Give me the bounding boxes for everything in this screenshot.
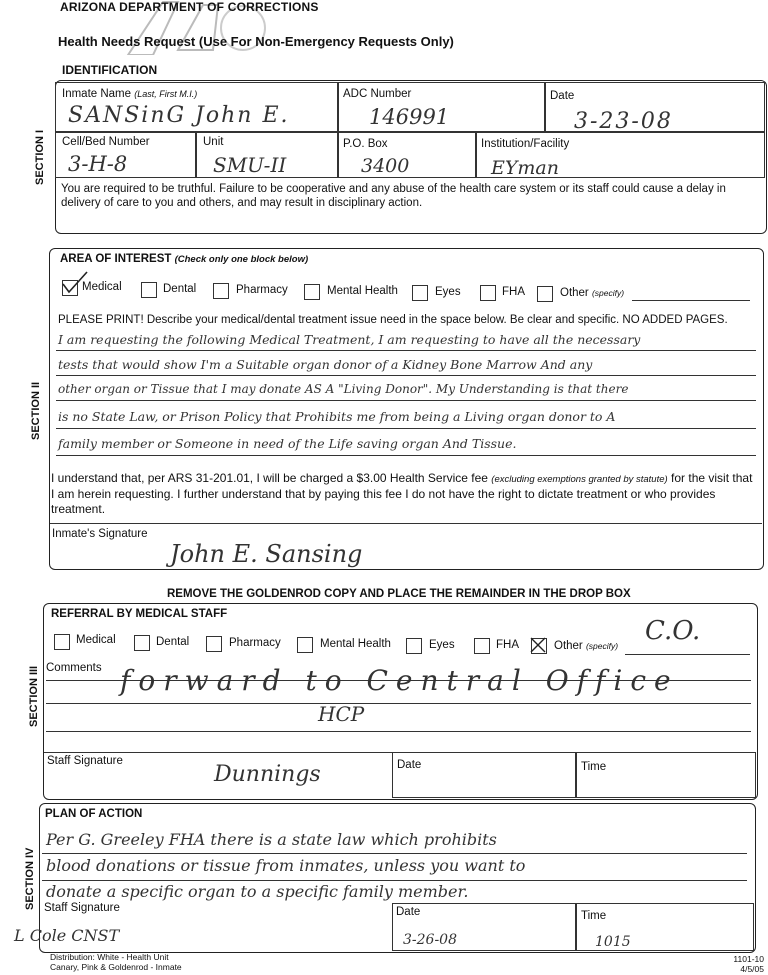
s3-eyes-label: Eyes bbox=[429, 639, 455, 651]
institution-cell bbox=[476, 132, 765, 178]
distribution-line-2: Canary, Pink & Goldenrod - Inmate bbox=[50, 962, 182, 972]
s2-eyes-checkbox[interactable] bbox=[412, 285, 428, 301]
pobox-value[interactable]: 3400 bbox=[361, 155, 410, 177]
s2-mental-health-checkbox[interactable] bbox=[304, 284, 320, 300]
unit-label: Unit bbox=[203, 136, 224, 148]
form-title: Health Needs Request (Use For Non-Emergency Requests Only) bbox=[58, 34, 454, 49]
fee-text-hint: (excluding exemptions granted by statute) bbox=[491, 474, 668, 485]
s3-time-label: Time bbox=[581, 761, 607, 773]
s4-time-label: Time bbox=[581, 910, 607, 922]
adc-number-value[interactable]: 146991 bbox=[369, 105, 450, 129]
plan-line-2[interactable]: blood donations or tissue from inmates, unless you want to bbox=[46, 856, 526, 875]
s3-pharmacy-label: Pharmacy bbox=[229, 637, 281, 649]
s2-medical-label: Medical bbox=[82, 281, 122, 293]
s3-mental-health-label: Mental Health bbox=[320, 638, 391, 650]
cell-bed-label: Cell/Bed Number bbox=[62, 136, 150, 148]
s3-other-value[interactable]: C.O. bbox=[645, 616, 701, 646]
inmate-name-label: Inmate Name bbox=[62, 88, 132, 100]
institution-value[interactable]: EYman bbox=[491, 157, 559, 179]
s3-date-label: Date bbox=[397, 759, 422, 771]
pobox-cell bbox=[338, 132, 476, 178]
adc-number-label: ADC Number bbox=[343, 88, 412, 100]
form-revision-date: 4/5/05 bbox=[740, 964, 764, 974]
section-iv-label: SECTION IV bbox=[24, 847, 36, 910]
institution-label: Institution/Facility bbox=[481, 138, 570, 150]
section-ii-label: SECTION II bbox=[30, 381, 42, 440]
comments-label: Comments bbox=[46, 662, 102, 674]
s2-fha-checkbox[interactable] bbox=[480, 285, 496, 301]
s4-date-label: Date bbox=[396, 906, 421, 918]
area-of-interest-label: AREA OF INTEREST bbox=[60, 253, 172, 265]
comment-line-1[interactable]: forward to Central Office bbox=[120, 664, 679, 697]
truthfulness-notice: You are required to be truthful. Failure to be cooperative and any abuse of the health care system or its staff could cause a delay in delivery of care to you and others, and may result in disciplinary action. bbox=[61, 183, 726, 209]
inmate-name-hint: (Last, First M.I.) bbox=[134, 89, 198, 99]
inmate-name-value[interactable]: SANSinG John E. bbox=[68, 103, 290, 128]
cell-bed-value[interactable]: 3-H-8 bbox=[68, 152, 128, 176]
s3-other-hint: (specify) bbox=[585, 641, 619, 651]
s3-fha-label: FHA bbox=[496, 639, 519, 651]
adc-number-cell bbox=[338, 82, 545, 132]
area-of-interest-hint: (Check only one block below) bbox=[174, 254, 309, 265]
fee-text-b: for the visit that I am herein requesting. I further understand that by paying this fee I do not have the right to dictate treatment or who provides treatment. bbox=[51, 471, 753, 516]
s3-other-label: Other bbox=[554, 640, 583, 652]
request-line-3[interactable]: other organ or Tissue that I may donate AS A "Living Donor". My Understanding is that there bbox=[58, 382, 629, 396]
date-cell bbox=[545, 82, 765, 132]
s2-fha-label: FHA bbox=[502, 286, 525, 298]
date-label: Date bbox=[550, 90, 575, 102]
inmate-signature-label: Inmate's Signature bbox=[52, 528, 148, 540]
x-mark-icon bbox=[529, 636, 547, 659]
s2-other-hint: (specify) bbox=[591, 288, 625, 298]
request-line-5[interactable]: family member or Someone in need of the Life saving organ And Tissue. bbox=[58, 436, 517, 451]
form-number: 1101-10 bbox=[733, 954, 764, 964]
s3-eyes-checkbox[interactable] bbox=[406, 638, 422, 654]
s3-medical-checkbox[interactable] bbox=[54, 634, 70, 650]
s2-eyes-label: Eyes bbox=[435, 286, 461, 298]
s4-date-value[interactable]: 3-26-08 bbox=[403, 932, 457, 948]
comment-line-2[interactable]: HCP bbox=[318, 702, 365, 726]
inmate-name-cell bbox=[55, 82, 338, 132]
request-line-2[interactable]: tests that would show I'm a Suitable organ donor of a Kidney Bone Marrow And any bbox=[58, 357, 593, 372]
print-instructions: PLEASE PRINT! Describe your medical/dental treatment issue need in the space below. Be clear and specific. NO ADDED PAGES. bbox=[58, 314, 728, 326]
plan-of-action-heading: PLAN OF ACTION bbox=[45, 808, 143, 820]
section-i-label: SECTION I bbox=[34, 129, 46, 185]
unit-value[interactable]: SMU-II bbox=[213, 153, 287, 177]
section-iii-label: SECTION III bbox=[28, 665, 40, 727]
department-name: ARIZONA DEPARTMENT OF CORRECTIONS bbox=[60, 0, 319, 14]
s2-dental-label: Dental bbox=[163, 283, 197, 295]
identification-heading: IDENTIFICATION bbox=[62, 63, 158, 77]
cell-bed-cell bbox=[55, 132, 196, 178]
pobox-label: P.O. Box bbox=[343, 138, 388, 150]
distribution-note bbox=[50, 952, 182, 972]
s2-other-specify-line bbox=[632, 300, 750, 301]
inmate-signature-value[interactable]: John E. Sansing bbox=[170, 540, 363, 568]
s3-date-cell bbox=[392, 752, 576, 798]
fee-statement bbox=[51, 471, 755, 517]
drop-box-instruction: REMOVE THE GOLDENROD COPY AND PLACE THE REMAINDER IN THE DROP BOX bbox=[167, 588, 631, 600]
s2-pharmacy-label: Pharmacy bbox=[236, 284, 288, 296]
s4-date-cell bbox=[392, 903, 576, 951]
s3-staff-signature-value[interactable]: Dunnings bbox=[214, 762, 321, 787]
s3-medical-label: Medical bbox=[76, 634, 116, 646]
s3-mental-health-checkbox[interactable] bbox=[297, 637, 313, 653]
s2-dental-checkbox[interactable] bbox=[141, 282, 157, 298]
s4-time-cell bbox=[576, 903, 754, 951]
s2-mental-health-label: Mental Health bbox=[327, 285, 398, 297]
s4-time-value[interactable]: 1015 bbox=[595, 934, 631, 950]
plan-line-3[interactable]: donate a specific organ to a specific family member. bbox=[46, 882, 469, 901]
s4-staff-signature-label: Staff Signature bbox=[44, 902, 120, 914]
unit-cell bbox=[196, 132, 338, 178]
s2-other-label: Other bbox=[560, 287, 589, 299]
s4-staff-signature-value[interactable]: L Cole CNST bbox=[14, 926, 120, 945]
request-line-4[interactable]: is no State Law, or Prison Policy that Prohibits me from being a Living organ donor to A bbox=[58, 409, 616, 424]
plan-line-1[interactable]: Per G. Greeley FHA there is a state law which prohibits bbox=[46, 830, 497, 849]
s3-dental-label: Dental bbox=[156, 636, 190, 648]
s3-fha-checkbox[interactable] bbox=[474, 638, 490, 654]
date-value[interactable]: 3-23-08 bbox=[574, 109, 673, 134]
fee-text-a: I understand that, per ARS 31-201.01, I will be charged a $3.00 Health Service fee bbox=[51, 471, 488, 485]
s2-pharmacy-checkbox[interactable] bbox=[213, 283, 229, 299]
form-number-block bbox=[712, 954, 764, 974]
s3-pharmacy-checkbox[interactable] bbox=[206, 636, 222, 652]
distribution-line-1: Distribution: White - Health Unit bbox=[50, 952, 169, 962]
s2-other-checkbox[interactable] bbox=[537, 286, 553, 302]
request-line-1[interactable]: I am requesting the following Medical Treatment, I am requesting to have all the necessary bbox=[58, 332, 641, 347]
s3-time-cell bbox=[576, 752, 756, 798]
s3-dental-checkbox[interactable] bbox=[134, 635, 150, 651]
referral-heading: REFERRAL BY MEDICAL STAFF bbox=[51, 608, 228, 620]
s3-staff-signature-label: Staff Signature bbox=[47, 755, 123, 767]
